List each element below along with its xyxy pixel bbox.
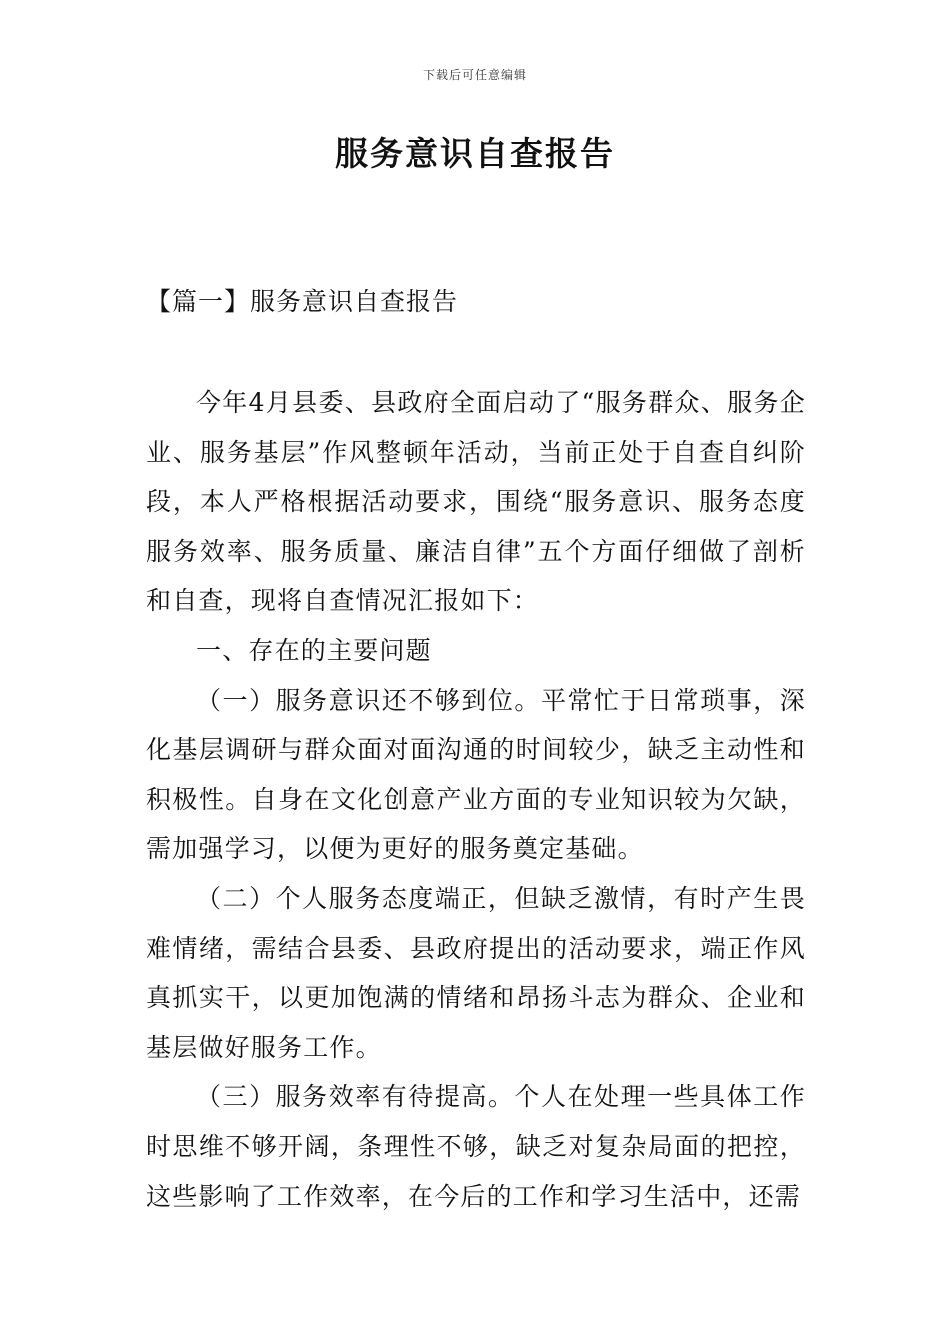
paragraph-intro: 今年4月县委、县政府全面启动了“服务群众、服务企业、服务基层”作风整顿年活动，当前正处于自查自纠阶段，本人严格根据活动要求，围绕“服务意识、服务态度服务效率、服务质量、廉洁自律”五个方面仔细做了剖析和自查，现将自查情况汇报如下： bbox=[146, 388, 806, 616]
document-title: 服务意识自查报告 bbox=[335, 134, 615, 173]
document-body bbox=[146, 378, 806, 1221]
section-heading: 【篇一】服务意识自查报告 bbox=[146, 287, 459, 316]
paragraph-issue-3: （三）服务效率有待提高。个人在处理一些具体工作时思维不够开阔，条理性不够，缺乏对复杂局面的把控，这些影响了工作效率，在今后的工作和学习生活中，还需 bbox=[146, 1082, 806, 1211]
paragraph-issue-1: （一）服务意识还不够到位。平常忙于日常琐事，深化基层调研与群众面对面沟通的时间较少，缺乏主动性和积极性。自身在文化创意产业方面的专业知识较为欠缺，需加强学习，以便为更好的服务奠定基础。 bbox=[146, 685, 806, 864]
header-note: 下载后可任意编辑 bbox=[422, 68, 527, 82]
paragraph-issues-heading: 一、存在的主要问题 bbox=[196, 635, 432, 665]
paragraph-issue-2: （二）个人服务态度端正，但缺乏激情，有时产生畏难情绪，需结合县委、县政府提出的活动要求，端正作风真抓实干，以更加饱满的情绪和昂扬斗志为群众、企业和基层做好服务工作。 bbox=[146, 883, 806, 1062]
